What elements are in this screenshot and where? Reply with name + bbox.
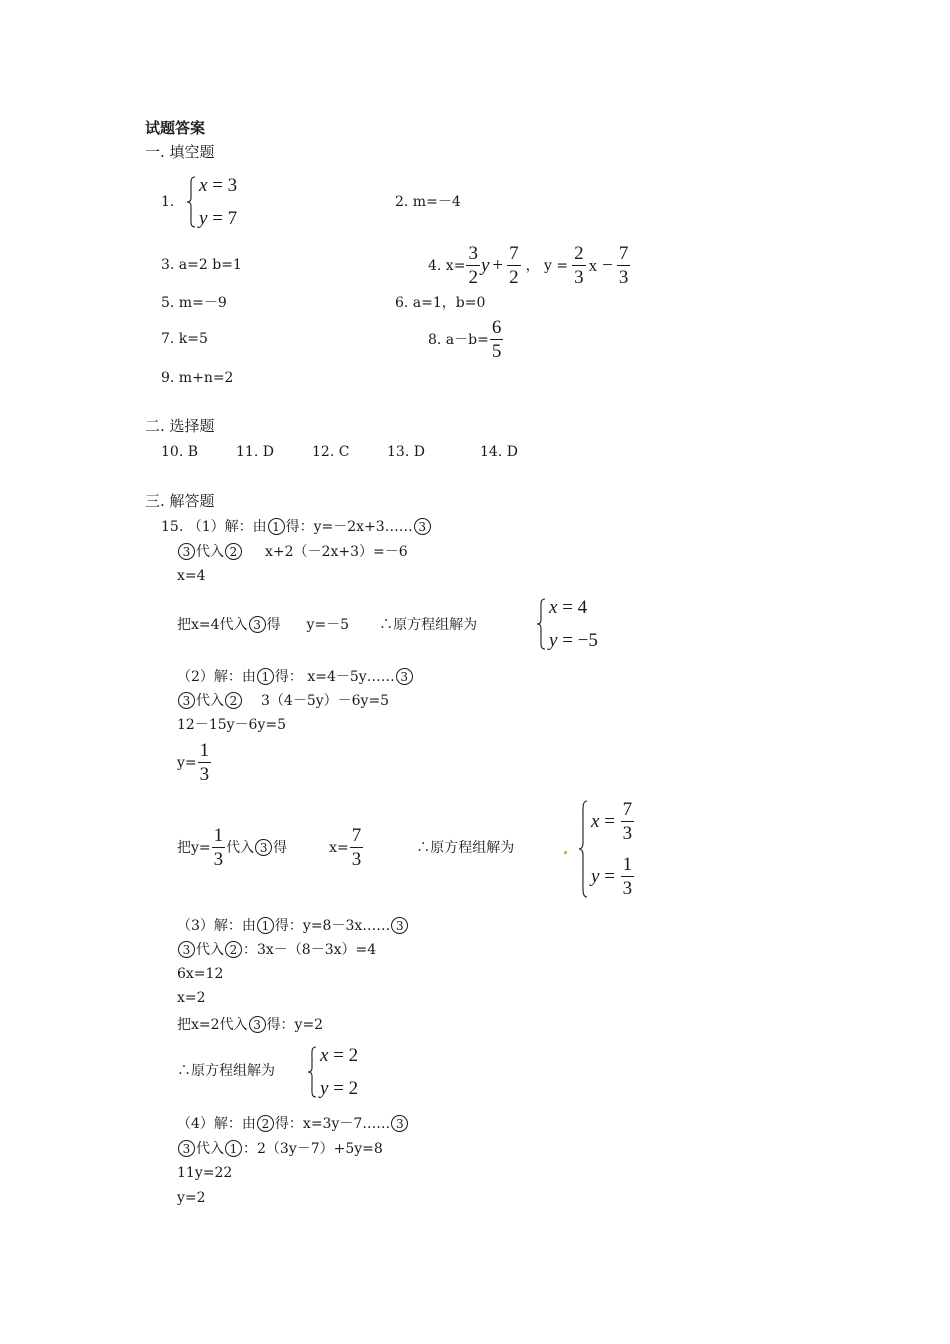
choice-13: 13. D: [387, 444, 425, 460]
circled-1: 1: [268, 518, 285, 535]
p1-line1: 15. （1）解：由 1 得：y=－2x+3…… 3: [161, 518, 432, 535]
item-9: 9. m+n=2: [161, 370, 234, 386]
choice-11: 11. D: [236, 444, 274, 460]
item-4: 4. x= $\frac{3}{2}$ y + $\frac{7}{2}$ ， y = $\frac{2}{3}$ x − $\frac{7}{3}$: [428, 243, 629, 288]
brace-icon: [307, 1046, 317, 1098]
p2-line4: y= $\frac{1}{3}$: [177, 740, 210, 785]
item-1-number: 1.: [161, 194, 175, 210]
p2-system: x = $\frac{7}{3}$ y = $\frac{1}{3}$: [578, 800, 635, 898]
item-8: 8. a－b= $\frac{6}{5}$: [428, 317, 502, 362]
p1-line2: 3 代入 2 x+2（－2x+3）=－6: [177, 543, 408, 560]
stray-mark: [564, 851, 567, 854]
p3-line4: x=2: [177, 990, 206, 1006]
choice-10: 10. B: [161, 444, 199, 460]
p1-line4: 把x=4代入 3 得 y=－5 ∴原方程组解为: [177, 616, 478, 633]
p2-line2: 3 代入 2 3（4－5y）－6y=5: [177, 692, 389, 709]
item-3: 3. a=2 b=1: [161, 257, 242, 273]
p3-line5: 把x=2代入 3 得：y=2: [177, 1016, 324, 1033]
p2-line1: （2）解：由 1 得： x=4－5y…… 3: [177, 668, 414, 685]
item-2: 2. m=－4: [395, 194, 461, 210]
p2-line3: 12－15y－6y=5: [177, 717, 286, 733]
p3-system: x = 2 y = 2: [307, 1046, 358, 1098]
choice-12: 12. C: [312, 444, 350, 460]
item-1-system: x = 3 y = 7: [186, 176, 237, 228]
p4-line3: 11y=22: [177, 1165, 233, 1181]
brace-icon: [186, 176, 196, 228]
p3-line2: 3 代入 2 ：3x－（8－3x）=4: [177, 941, 376, 958]
item-6: 6. a=1，b=0: [395, 295, 486, 311]
p3-line6: ∴原方程组解为: [177, 1063, 275, 1079]
section-choice: 二. 选择题: [145, 417, 215, 435]
p4-line1: （4）解：由 2 得：x=3y－7…… 3: [177, 1115, 409, 1132]
section-solutions: 三. 解答题: [145, 492, 215, 510]
p4-line4: y=2: [177, 1190, 206, 1206]
p1-system: x = 4 y = − 5: [536, 598, 598, 650]
item-7: 7. k=5: [161, 331, 208, 347]
item-5: 5. m=－9: [161, 295, 227, 311]
p1-line3: x=4: [177, 568, 206, 584]
page-title: 试题答案: [145, 119, 206, 137]
brace-icon: [578, 800, 588, 898]
p4-line2: 3 代入 1 ：2（3y－7）+5y=8: [177, 1140, 383, 1157]
p3-line3: 6x=12: [177, 966, 224, 982]
choice-14: 14. D: [480, 444, 518, 460]
brace-icon: [536, 598, 546, 650]
p3-line1: （3）解：由 1 得：y=8－3x…… 3: [177, 917, 409, 934]
section-fill-in: 一. 填空题: [145, 143, 215, 161]
circled-3: 3: [414, 518, 431, 535]
p2-line5: 把y= $\frac{1}{3}$ 代入 3 得 x= $\frac{7}{3}$ ∴原方程组解为: [177, 825, 515, 870]
